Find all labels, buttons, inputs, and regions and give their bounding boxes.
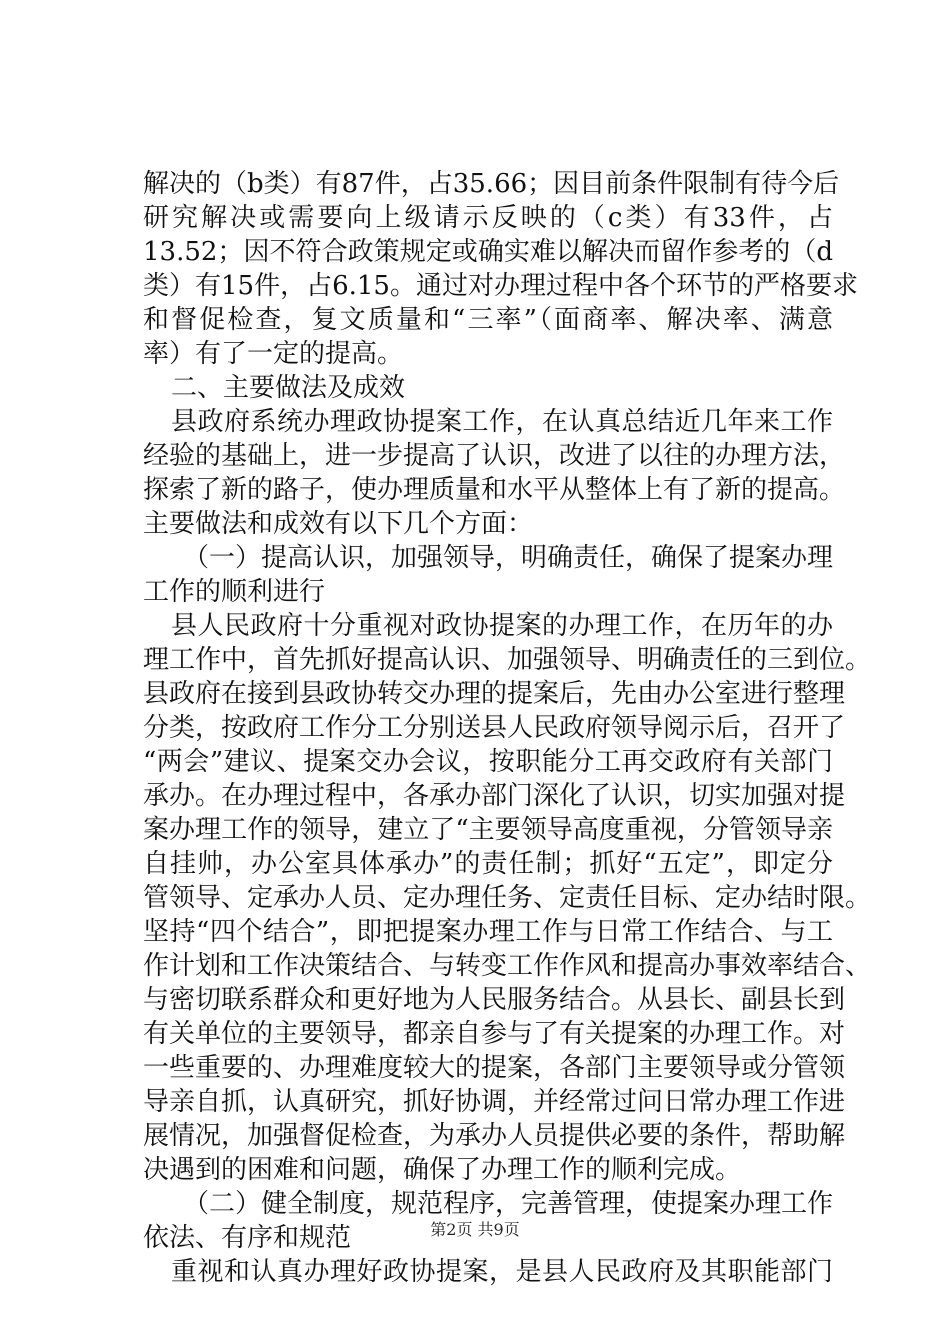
text-line: 作计划和工作决策结合、与转变工作作风和提高办事效率结合、: [143, 951, 872, 981]
text-line: 重视和认真办理好政协提案，是县人民政府及其职能部门: [171, 1257, 833, 1287]
subsection-heading: （一）提高认识，加强领导，明确责任，确保了提案办理: [183, 543, 834, 573]
text-line: 分类，按政府工作分工分别送县人民政府领导阅示后，召开了: [143, 713, 846, 743]
subsection-heading: 依法、有序和规范: [143, 1223, 352, 1253]
subsection-heading: （二）健全制度，规范程序，完善管理，使提案办理工作: [183, 1189, 834, 1219]
text-line: 研究解决或需要向上级请示反映的（c类）有33件，占: [143, 203, 833, 233]
text-line: 案办理工作的领导，建立了“主要领导高度重视，分管领导亲: [143, 815, 833, 845]
text-line: 解决的（b类）有87件，占35.66；因目前条件限制有待今后: [143, 169, 840, 199]
text-line: 类）有15件，占6.15。通过对办理过程中各个环节的严格要求: [143, 271, 858, 301]
text-line: 探索了新的路子，使办理质量和水平从整体上有了新的提高。: [143, 475, 846, 505]
text-line: 坚持“四个结合”，即把提案办理工作与日常工作结合、与工: [143, 917, 833, 947]
text-line: 承办。在办理过程中，各承办部门深化了认识，切实加强对提: [143, 781, 846, 811]
text-line: 县人民政府十分重视对政协提案的办理工作，在历年的办: [171, 611, 833, 641]
text-line: 决遇到的困难和问题，确保了办理工作的顺利完成。: [143, 1155, 742, 1185]
page-number-footer: 第2页 共9页: [430, 1220, 520, 1239]
text-line: “两会”建议、提案交办会议，按职能分工再交政府有关部门: [143, 747, 833, 777]
text-line: 导亲自抓，认真研究，抓好协调，并经常过问日常办理工作进: [143, 1087, 846, 1117]
section-heading: 二、主要做法及成效: [171, 373, 406, 403]
text-line: 县政府在接到县政协转交办理的提案后，先由办公室进行整理: [143, 679, 846, 709]
text-line: 率）有了一定的提高。: [143, 339, 404, 369]
subsection-heading: 工作的顺利进行: [143, 577, 326, 607]
text-line: 一些重要的、办理难度较大的提案，各部门主要领导或分管领: [143, 1053, 846, 1083]
text-line: 和督促检查，复文质量和“三率”（面商率、解决率、满意: [143, 305, 833, 335]
text-line: 理工作中，首先抓好提高认识、加强领导、明确责任的三到位。: [143, 645, 872, 675]
text-line: 展情况，加强督促检查，为承办人员提供必要的条件，帮助解: [143, 1121, 846, 1151]
text-line: 县政府系统办理政协提案工作，在认真总结近几年来工作: [171, 407, 833, 437]
text-line: 13.52；因不符合政策规定或确实难以解决而留作参考的（d: [143, 237, 833, 267]
text-line: 自挂帅，办公室具体承办”的责任制；抓好“五定”，即定分: [143, 849, 833, 879]
text-line: 有关单位的主要领导，都亲自参与了有关提案的办理工作。对: [143, 1019, 846, 1049]
text-line: 管领导、定承办人员、定办理任务、定责任目标、定办结时限。: [143, 883, 872, 913]
text-line: 经验的基础上，进一步提高了认识，改进了以往的办理方法，: [143, 441, 846, 471]
text-line: 与密切联系群众和更好地为人民服务结合。从县长、副县长到: [143, 985, 846, 1015]
text-line: 主要做法和成效有以下几个方面：: [143, 509, 534, 539]
document-body: [143, 167, 872, 1289]
